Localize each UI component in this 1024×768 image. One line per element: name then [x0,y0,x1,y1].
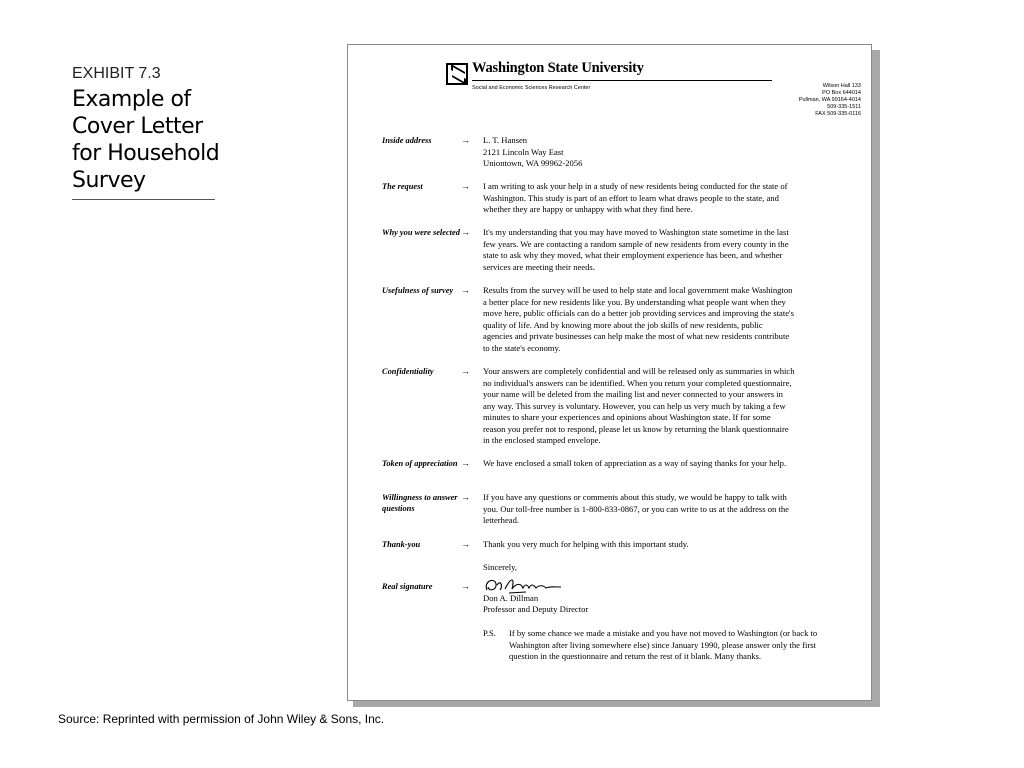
arrow-icon: → [461,227,470,237]
label-inside-address: Inside address [382,136,432,145]
label-willingness: Willingness to answer questions [382,493,458,513]
why-selected-text: It's my understanding that you may have moved to Washington state sometime in the last few years. We are contacting a random sample of new residents from every county in the state to ask why they moved, what their employment experience has been, and whether services are meeting their needs. [483,227,789,272]
letter-page [347,44,872,701]
arrow-icon: → [461,492,470,502]
title-line: Survey [72,168,146,193]
signer-name: Don A. Dillman [483,593,539,603]
title-line: for Household [72,141,220,166]
letterhead-divider [472,80,772,81]
address-line: Wilson Hall 133 [822,83,861,89]
signer-title: Professor and Deputy Director [483,604,589,614]
usefulness-text: Results from the survey will be used to help state and local government make Washington a better place for new residents like you. By understanding what people want when they move here, public officials can do a better job providing services and improving the state's quality of life. And by knowing more about the job skills of new residents, public agencies and private businesses can help make the most of what new residents contribute to the state's economy. [483,285,794,353]
address-line: PO Box 644014 [822,90,861,96]
thank-you-text: Thank you very much for helping with this important study. [483,539,689,549]
ps-text: If by some chance we made a mistake and you have not moved to Washington (or back to Washington after living somewhere else) since January 1990, please answer only the first question in the questionnaire and return the rest of it blank. Many thanks. [509,628,818,661]
title-line: Cover Letter [72,114,203,139]
source-caption: Source: Reprinted with permission of John Wiley & Sons, Inc. [58,712,385,726]
arrow-icon: → [461,366,470,376]
confidentiality-text: Your answers are completely confidential and will be released only as summaries in which no individual's answers can be identified. When you return your completed questionnaire, your name will be deleted from the mailing list and never connected to your answers in any way. This survey is voluntary. However, you can help us very much by taking a few minutes to share your experiences and opinions about Washington state. If for some reason you prefer not to respond, please let us know by returning the blank questionnaire in the enclosed stamped envelope. [483,366,795,445]
exhibit-title [72,86,222,194]
closing-text: Sincerely, [483,562,518,572]
letterhead-address [799,83,861,118]
research-center-name: Social and Economic Sciences Research Center [472,85,591,91]
arrow-icon: → [461,581,470,591]
title-line: Example of [72,87,191,112]
title-divider [72,199,215,200]
label-confidentiality: Confidentiality [382,367,434,376]
address-line: 509-335-1511 [827,104,861,110]
token-text: We have enclosed a small token of appreciation as a way of saying thanks for your help. [483,458,787,468]
wsu-logo-icon [446,63,468,85]
inside-address-text: L. T. Hansen 2121 Lincoln Way East Uniontown, WA 99962-2056 [483,135,583,168]
label-request: The request [382,182,423,191]
arrow-icon: → [461,458,470,468]
university-name: Washington State University [472,60,644,76]
address-line: Pullman, WA 99164-4014 [798,97,861,103]
address-line: FAX 509-335-0116 [815,111,861,117]
request-text: I am writing to ask your help in a study of new residents being conducted for the state of Washington. This study is part of an effort to learn what draws people to the state, and whether they are happy or unhappy with what they find here. [483,181,788,214]
arrow-icon: → [461,135,470,145]
arrow-icon: → [461,285,470,295]
ps-label: P.S. [483,628,496,638]
arrow-icon: → [461,539,470,549]
label-why-selected: Why you were selected [382,228,460,237]
label-thank-you: Thank-you [382,540,421,549]
label-token: Token of appreciation [382,459,458,468]
willingness-text: If you have any questions or comments about this study, we would be happy to talk with you. Our toll-free number is 1-800-833-0867, or you can write to us at the address on the letterhead. [483,492,789,525]
exhibit-label: EXHIBIT 7.3 [72,65,161,82]
label-signature: Real signature [382,582,433,591]
arrow-icon: → [461,181,470,191]
label-usefulness: Usefulness of survey [382,286,454,295]
